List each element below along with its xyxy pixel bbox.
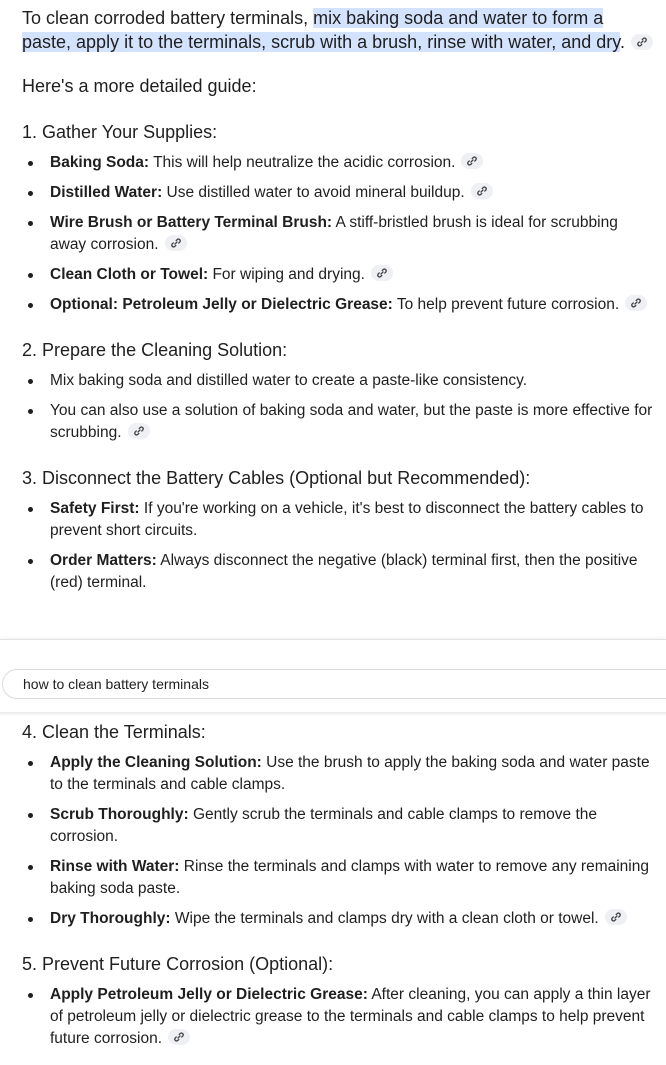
citation-link-button[interactable]: [168, 1029, 190, 1045]
item-term: Order Matters:: [50, 552, 157, 569]
link-icon: [636, 36, 648, 48]
list-item: [22, 752, 654, 796]
link-icon: [610, 911, 622, 923]
item-text: Always disconnect the negative (black) terminal first, then the positive (red) terminal.: [50, 552, 638, 591]
item-text: A stiff-bristled brush is ideal for scrubbing away corrosion.: [50, 214, 618, 253]
clean-list: [22, 752, 654, 930]
list-item: [22, 908, 654, 930]
link-icon: [173, 1031, 185, 1043]
item-term: Apply the Cleaning Solution:: [50, 754, 262, 771]
citation-link-button[interactable]: [128, 423, 150, 439]
citation-link-button[interactable]: [461, 153, 483, 169]
section-heading-supplies: 1. Gather Your Supplies:: [22, 122, 218, 142]
citation-link-button[interactable]: [371, 265, 393, 281]
list-item: [22, 984, 654, 1050]
section-heading-clean: 4. Clean the Terminals:: [22, 722, 206, 742]
link-icon: [476, 185, 488, 197]
list-item: [22, 498, 654, 542]
supplies-list: [22, 152, 654, 316]
citation-link-button[interactable]: [631, 34, 653, 50]
list-item: [22, 550, 654, 594]
disconnect-list: [22, 498, 654, 594]
item-text: This will help neutralize the acidic corrosion.: [149, 154, 456, 171]
item-term: Optional: Petroleum Jelly or Dielectric Grease:: [50, 296, 393, 313]
list-item: [22, 370, 654, 392]
intro-suffix: .: [619, 32, 625, 52]
citation-link-button[interactable]: [605, 909, 627, 925]
item-term: Baking Soda:: [50, 154, 150, 171]
prepare-list: [22, 370, 654, 444]
item-text: Rinse the terminals and clamps with water to remove any remaining baking soda paste.: [50, 858, 649, 897]
item-text: After cleaning, you can apply a thin layer of petroleum jelly or dielectric grease to the terminals and cable clamps to help prevent future corrosion.: [50, 986, 651, 1047]
item-text: For wiping and drying.: [208, 266, 365, 283]
list-item: [22, 400, 654, 444]
intro-prefix: To clean corroded battery terminals,: [22, 8, 314, 28]
item-term: Distilled Water:: [50, 184, 163, 201]
item-text: You can also use a solution of baking soda and water, but the paste is more effective for scrubbing.: [50, 402, 653, 441]
prevent-list: [22, 984, 654, 1050]
list-item: [22, 182, 654, 204]
item-term: Clean Cloth or Towel:: [50, 266, 209, 283]
item-term: Rinse with Water:: [50, 858, 180, 875]
link-icon: [376, 267, 388, 279]
list-item: [22, 294, 654, 316]
item-text: Mix baking soda and distilled water to create a paste-like consistency.: [50, 372, 528, 389]
item-term: Safety First:: [50, 500, 140, 517]
item-text: To help prevent future corrosion.: [392, 296, 620, 313]
citation-link-button[interactable]: [471, 183, 493, 199]
list-item: [22, 212, 654, 256]
answer-pane-bottom: [0, 712, 666, 1065]
section-heading-prevent: 5. Prevent Future Corrosion (Optional):: [22, 954, 334, 974]
list-item: [22, 856, 654, 900]
search-input[interactable]: how to clean battery terminals: [2, 669, 666, 699]
item-term: Dry Thoroughly:: [50, 910, 171, 927]
item-text: Use distilled water to avoid mineral buildup.: [162, 184, 465, 201]
item-text: If you're working on a vehicle, it's best to disconnect the battery cables to prevent short circuits.: [50, 500, 644, 539]
item-term: Wire Brush or Battery Terminal Brush:: [50, 214, 333, 231]
item-text: Wipe the terminals and clamps dry with a clean cloth or towel.: [170, 910, 599, 927]
section-heading-prepare: 2. Prepare the Cleaning Solution:: [22, 340, 288, 360]
item-term: Scrub Thoroughly:: [50, 806, 189, 823]
link-icon: [466, 155, 478, 167]
link-icon: [133, 425, 145, 437]
item-text: Gently scrub the terminals and cable clamps to remove the corrosion.: [50, 806, 597, 845]
item-text: Use the brush to apply the baking soda and water paste to the terminals and cable clamps.: [50, 754, 650, 793]
item-term: Apply Petroleum Jelly or Dielectric Grease:: [50, 986, 368, 1003]
intro-highlight: mix baking soda and water to form a paste, apply it to the terminals, scrub with a brush, rinse with water, and dry: [22, 8, 620, 52]
link-icon: [170, 237, 182, 249]
intro-paragraph: [22, 6, 654, 54]
link-icon: [630, 297, 642, 309]
list-item: [22, 264, 654, 286]
citation-link-button[interactable]: [625, 295, 647, 311]
list-item: [22, 804, 654, 848]
section-heading-disconnect: 3. Disconnect the Battery Cables (Optional but Recommended):: [22, 468, 531, 488]
search-bar: [0, 639, 666, 713]
citation-link-button[interactable]: [165, 235, 187, 251]
lead-text: Here's a more detailed guide:: [22, 76, 257, 96]
list-item: [22, 152, 654, 174]
